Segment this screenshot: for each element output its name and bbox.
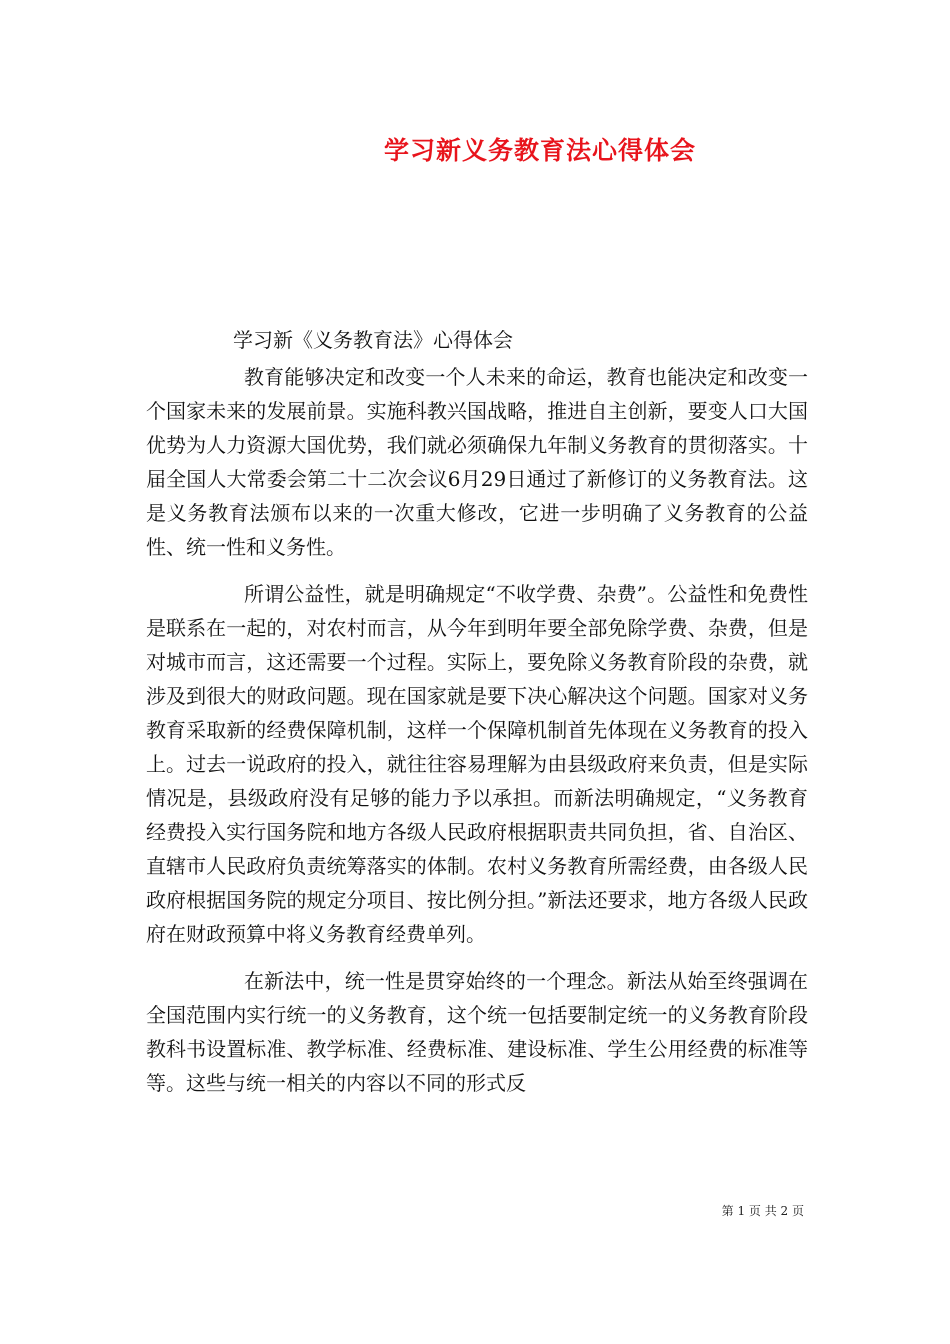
paragraph-2: 所谓公益性，就是明确规定“不收学费、杂费”。公益性和免费性是联系在一起的，对农村而言，从今年到明年要全部免除学费、杂费，但是对城市而言，这还需要一个过程。实际上，要免除义务教育阶段的杂费，就涉及到很大的财政问题。现在国家就是要下决心解决这个问题。国家对义务教育采取新的经费保障机制，这样一个保障机制首先体现在义务教育的投入上。过去一说政府的投入，就往往容易理解为由县级政府来负责，但是实际情况是，县级政府没有足够的能力予以承担。而新法明确规定，“义务教育经费投入实行国务院和地方各级人民政府根据职责共同负担，省、自治区、直辖市人民政府负责统筹落实的体制。农村义务教育所需经费，由各级人民政府根据国务院的规定分项目、按比例分担。”新法还要求，地方各级人民政府在财政预算中将义务教育经费单列。 xyxy=(146,582,808,946)
page-number-footer: 第 1 页 共 2 页 xyxy=(721,1204,804,1218)
document-subtitle: 学习新《义务教育法》心得体会 xyxy=(233,328,513,352)
document-body xyxy=(146,360,808,1100)
paragraph-1: 教育能够决定和改变一个人未来的命运，教育也能决定和改变一个国家未来的发展前景。实施科教兴国战略，推进自主创新，要变人口大国优势为人力资源大国优势，我们就必须确保九年制义务教育的贯彻落实。十届全国人大常委会第二十二次会议6月29日通过了新修订的义务教育法。这是义务教育法颁布以来的一次重大修改，它进一步明确了义务教育的公益性、统一性和义务性。 xyxy=(146,365,808,559)
paragraph-3: 在新法中，统一性是贯穿始终的一个理念。新法从始至终强调在全国范围内实行统一的义务教育，这个统一包括要制定统一的义务教育阶段教科书设置标准、教学标准、经费标准、建设标准、学生公用经费的标准等等。这些与统一相关的内容以不同的形式反 xyxy=(146,969,808,1095)
document-title: 学习新义务教育法心得体会 xyxy=(383,136,696,165)
